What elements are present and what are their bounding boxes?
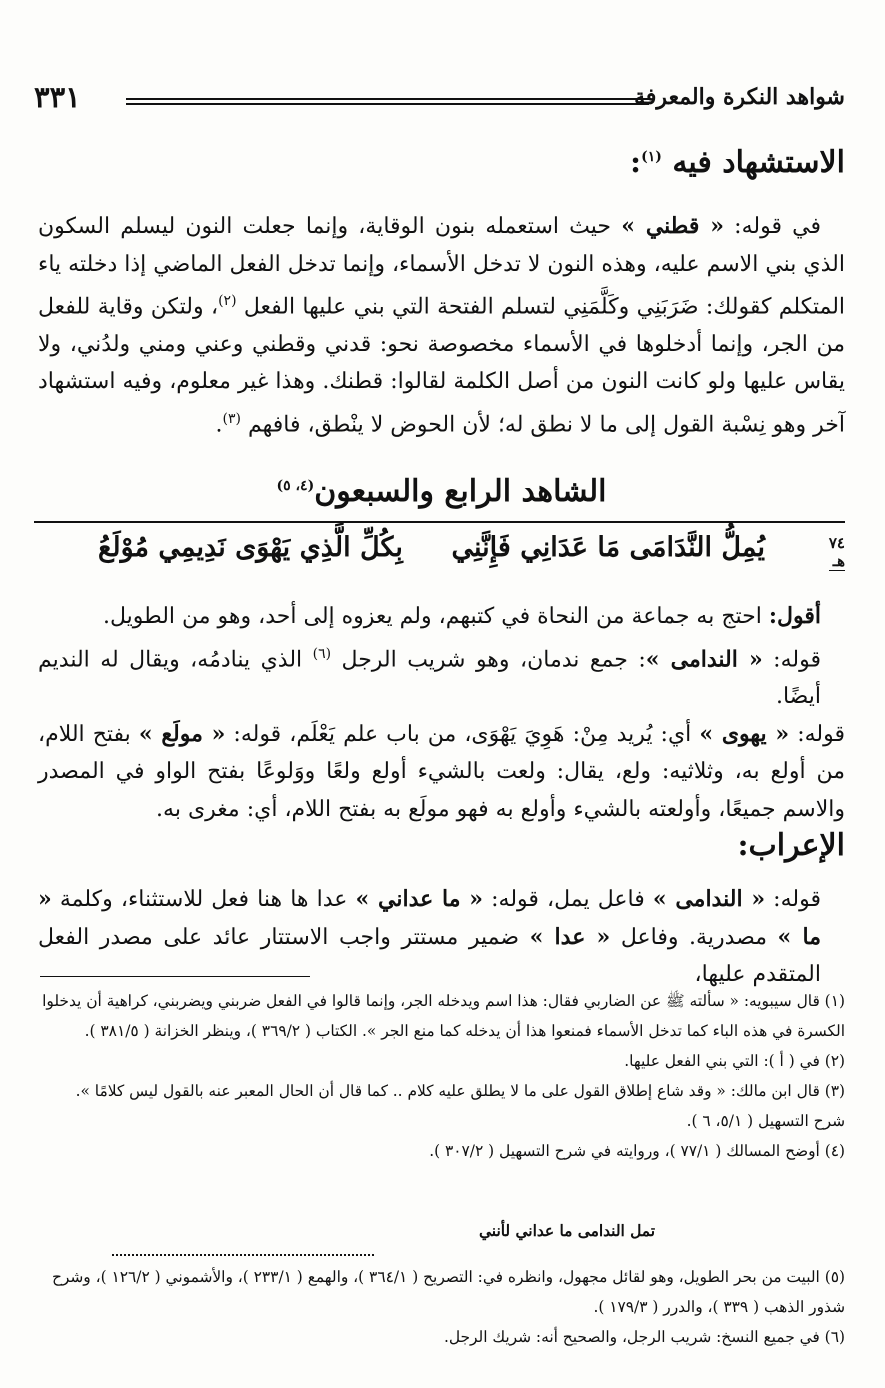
para-text: ، ولتكن وقاية للفعل من الجر، وإنما أدخلوها في الأسماء مخصوصة نحو: قدني وقطني وعني ومني ولدُني، ولا يقاس عليها ولو كانت النون من أصل الكلمة لقالوا: قطنك. وهذا غير معلوم، وفيه استشهاد آخر وهو نِسْبة القول إلى ما لا نطق له؛ لأن الحوض لا ينْطق، فافهم xyxy=(38,294,846,438)
footnotes xyxy=(40,986,845,1166)
nadama-paragraph: قوله: « الندامى »: جمع ندمان، وهو شريب الرجل $^{(٦)}$ الذي ينادمُه، ويقال له النديم أيضًا. xyxy=(38,645,821,710)
verse-hemistich-1: يُمِلُّ النَّدَامَى مَا عَدَانِي فَإِنَّنِي xyxy=(451,532,765,563)
footnote-5: (٥) البيت من بحر الطويل، وهو لقائل مجهول، وانظره في: التصريح ( ٣٦٤/١ )، والهمع ( ٢٣٣/١ )، والأشموني ( ١٢٦/٢ )، وشرح شذور الذهب ( ٣٣٩ )، والدرر ( ١٧٩/٣ ). xyxy=(51,1268,845,1316)
explanation xyxy=(38,598,845,828)
header-rule xyxy=(126,98,649,105)
footnote-ref: (٢) xyxy=(218,293,237,309)
running-header xyxy=(34,80,845,120)
shahid-title-text: الشاهد الرابع والسبعون xyxy=(314,474,607,509)
dotted-line xyxy=(112,1254,374,1256)
footnote-3: (٣) قال ابن مالك: « وقد شاع إطلاق القول على ما لا يطلق عليه كلام .. كما قال أن الحال المعبر عنه بالقول ليس كلامًا ». شرح التسهيل ( ٥/١، ٦ ). xyxy=(75,1082,845,1130)
istishhad-heading: الاستشهاد فيه $^{(١)}$: xyxy=(630,145,845,180)
verse-number: ٧٤ هـ xyxy=(828,534,845,570)
para-text: حيث استعمله بنون الوقاية، وإنما جعلت النون ليسلم السكون الذي بني الاسم عليه، وهذه النون لا تدخل الأسماء، وإنما تدخل الفعل الماضي إذا دخلته ياء المتكلم كقولك: ضَرَبَنِي وكَلَّمَنِي لتسلم الفتحة التي بني عليها الفعل xyxy=(38,214,846,320)
footnote-2: (٢) في ( أ ): التي بني الفعل عليها. xyxy=(624,1052,845,1070)
verse xyxy=(34,528,845,580)
footnote-ref: (٤، ٥) xyxy=(276,478,315,494)
para-text: . xyxy=(215,412,223,438)
footnote-rule xyxy=(40,976,310,977)
aqulu-paragraph: أقول: احتج به جماعة من النحاة في كتبهم، ولم يعزوه إلى أحد، وهو من الطويل. xyxy=(103,603,821,629)
irab-heading: الإعراب: xyxy=(737,828,845,863)
footnote-1: (١) قال سيبويه: « سألته ﷺ عن الضاربي فقال: هذا اسم ويدخله الجر، وإنما قالوا في الفعل ضربني ويضربني، كراهية أن يدخلوا الكسرة في هذه الباء كما تدخل الأسماء فمنعوا هذا أن يدخله كما منع الجر ». الكتاب ( ٣٦٩/٢ )، وينظر الخزانة ( ٣٨١/٥ ). xyxy=(42,992,845,1040)
footnote-ref: (٣) xyxy=(222,410,241,427)
footnote-ref: (١) xyxy=(641,149,662,165)
yahwa-paragraph: قوله: « يهوى » أي: يُريد مِنْ: هَوِيَ يَهْوَى، من باب علم يَعْلَم، قوله: « مولَع » بفتح اللام، من أولع به، وثلاثيه: ولع، يقال: ولعت بالشيء أولع ولعًا ووَلوعًا بفتح الواو في المصدر والاسم جميعًا، وأولعته بالشيء وأولع به فهو مولَع به بفتح اللام، أي: مغرى به. xyxy=(38,720,845,822)
footnote-6: (٦) في جميع النسخ: شريب الرجل، والصحيح أنه: شريك الرجل. xyxy=(443,1328,845,1346)
para-lead: في قوله: xyxy=(723,214,822,239)
page-number: ٣٣١ xyxy=(34,80,81,114)
irab-paragraph: قوله: « الندامى » فاعل يمل، قوله: « ما عداني » عدا ها هنا فعل للاستثناء، وكلمة « ما » مصدرية. وفاعل « عدا » ضمير مستتر واجب الاستتار عائد على مصدر الفعل المتقدم عليها، xyxy=(38,886,821,987)
alt-reading: تمل الندامى ما عداني لأنني xyxy=(478,1222,655,1240)
header-title: شواهد النكرة والمعرفة xyxy=(634,84,845,110)
heading-text: الاستشهاد فيه xyxy=(672,145,845,180)
footnote-4: (٤) أوضح المسالك ( ٧٧/١ )، وروايته في شرح التسهيل ( ٣٠٧/٢ ). xyxy=(429,1142,845,1160)
verse-hemistich-2: بِكُلِّ الَّذِي يَهْوَى نَدِيمِي مُوْلَعُ xyxy=(98,532,403,563)
verse-rule xyxy=(34,521,845,523)
quoted-word: « قطني » xyxy=(621,213,724,239)
istishhad-paragraph xyxy=(38,208,845,444)
shahid-title xyxy=(38,474,845,509)
footnotes-cont xyxy=(40,1262,845,1352)
